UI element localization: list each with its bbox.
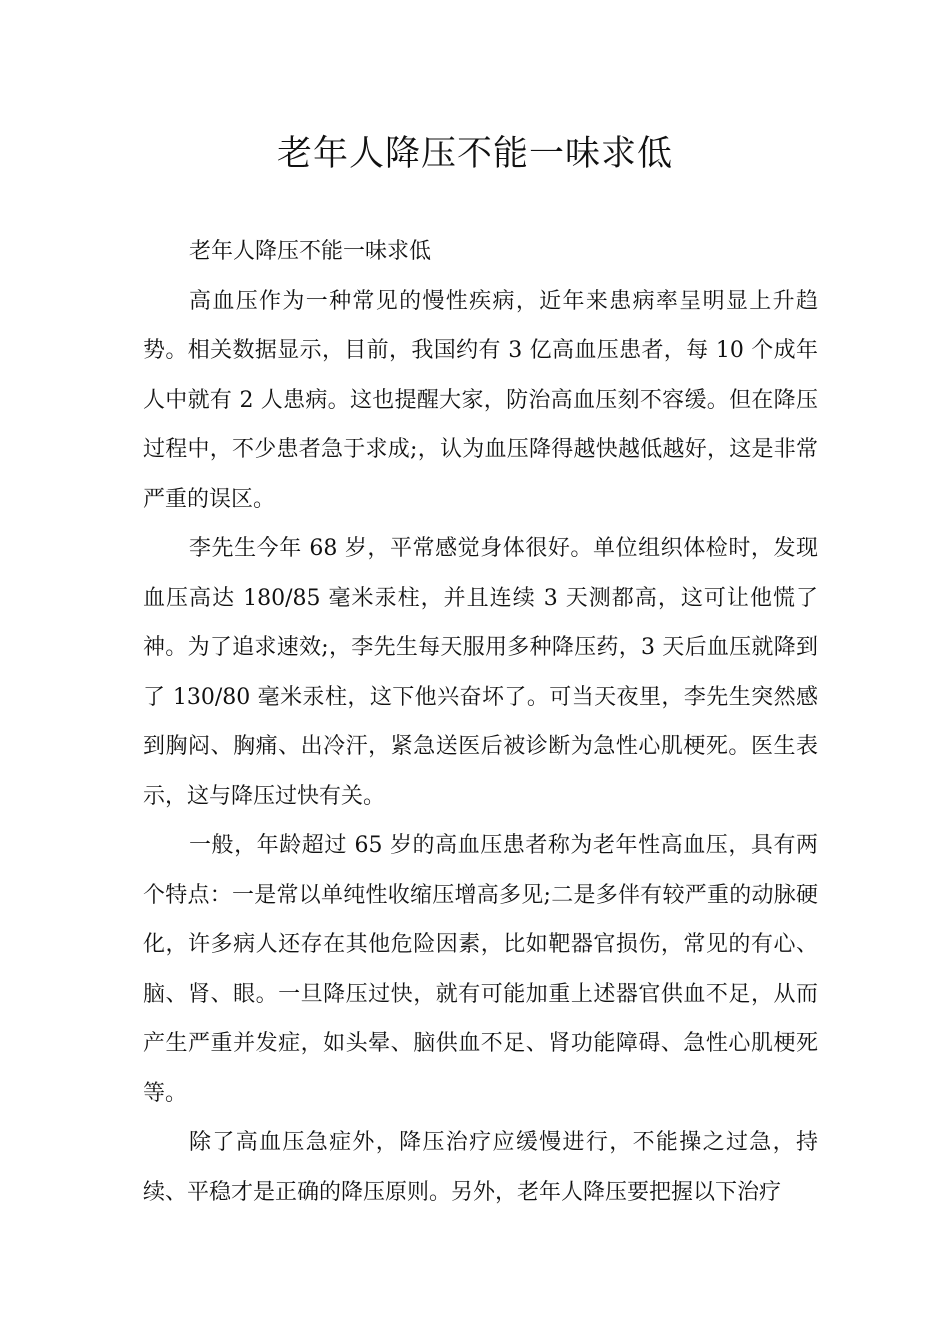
- paragraph: 除了高血压急症外，降压治疗应缓慢进行，不能操之过急，持续、平稳才是正确的降压原则。另外，老年人降压要把握以下治疗: [143, 1130, 818, 1205]
- document-body: [143, 227, 818, 1217]
- paragraph: 一般，年龄超过 65 岁的高血压患者称为老年性高血压，具有两个特点：一是常以单纯性收缩压增高多见;二是多伴有较严重的动脉硬化，许多病人还存在其他危险因素，比如靶器官损伤，常见的有心、脑、肾、眼。一旦降压过快，就有可能加重上述器官供血不足，从而产生严重并发症，如头晕、脑供血不足、肾功能障碍、急性心肌梗死等。: [143, 833, 818, 1106]
- document-title: 老年人降压不能一味求低: [276, 134, 673, 174]
- paragraph-subtitle: 老年人降压不能一味求低: [189, 239, 432, 264]
- paragraph: 李先生今年 68 岁，平常感觉身体很好。单位组织体检时，发现血压高达 180/85 毫米汞柱，并且连续 3 天测都高，这可让他慌了神。为了追求速效;，李先生每天服用多种降压药，3 天后血压就降到了 130/80 毫米汞柱，这下他兴奋坏了。可当天夜里，李先生突然感到胸闷、胸痛、出冷汗，紧急送医后被诊断为急性心肌梗死。医生表示，这与降压过快有关。: [143, 536, 818, 809]
- paragraph: 高血压作为一种常见的慢性疾病，近年来患病率呈明显上升趋势。相关数据显示，目前，我国约有 3 亿高血压患者，每 10 个成年人中就有 2 人患病。这也提醒大家，防治高血压刻不容缓。但在降压过程中，不少患者急于求成;，认为血压降得越快越低越好，这是非常严重的误区。: [143, 288, 818, 512]
